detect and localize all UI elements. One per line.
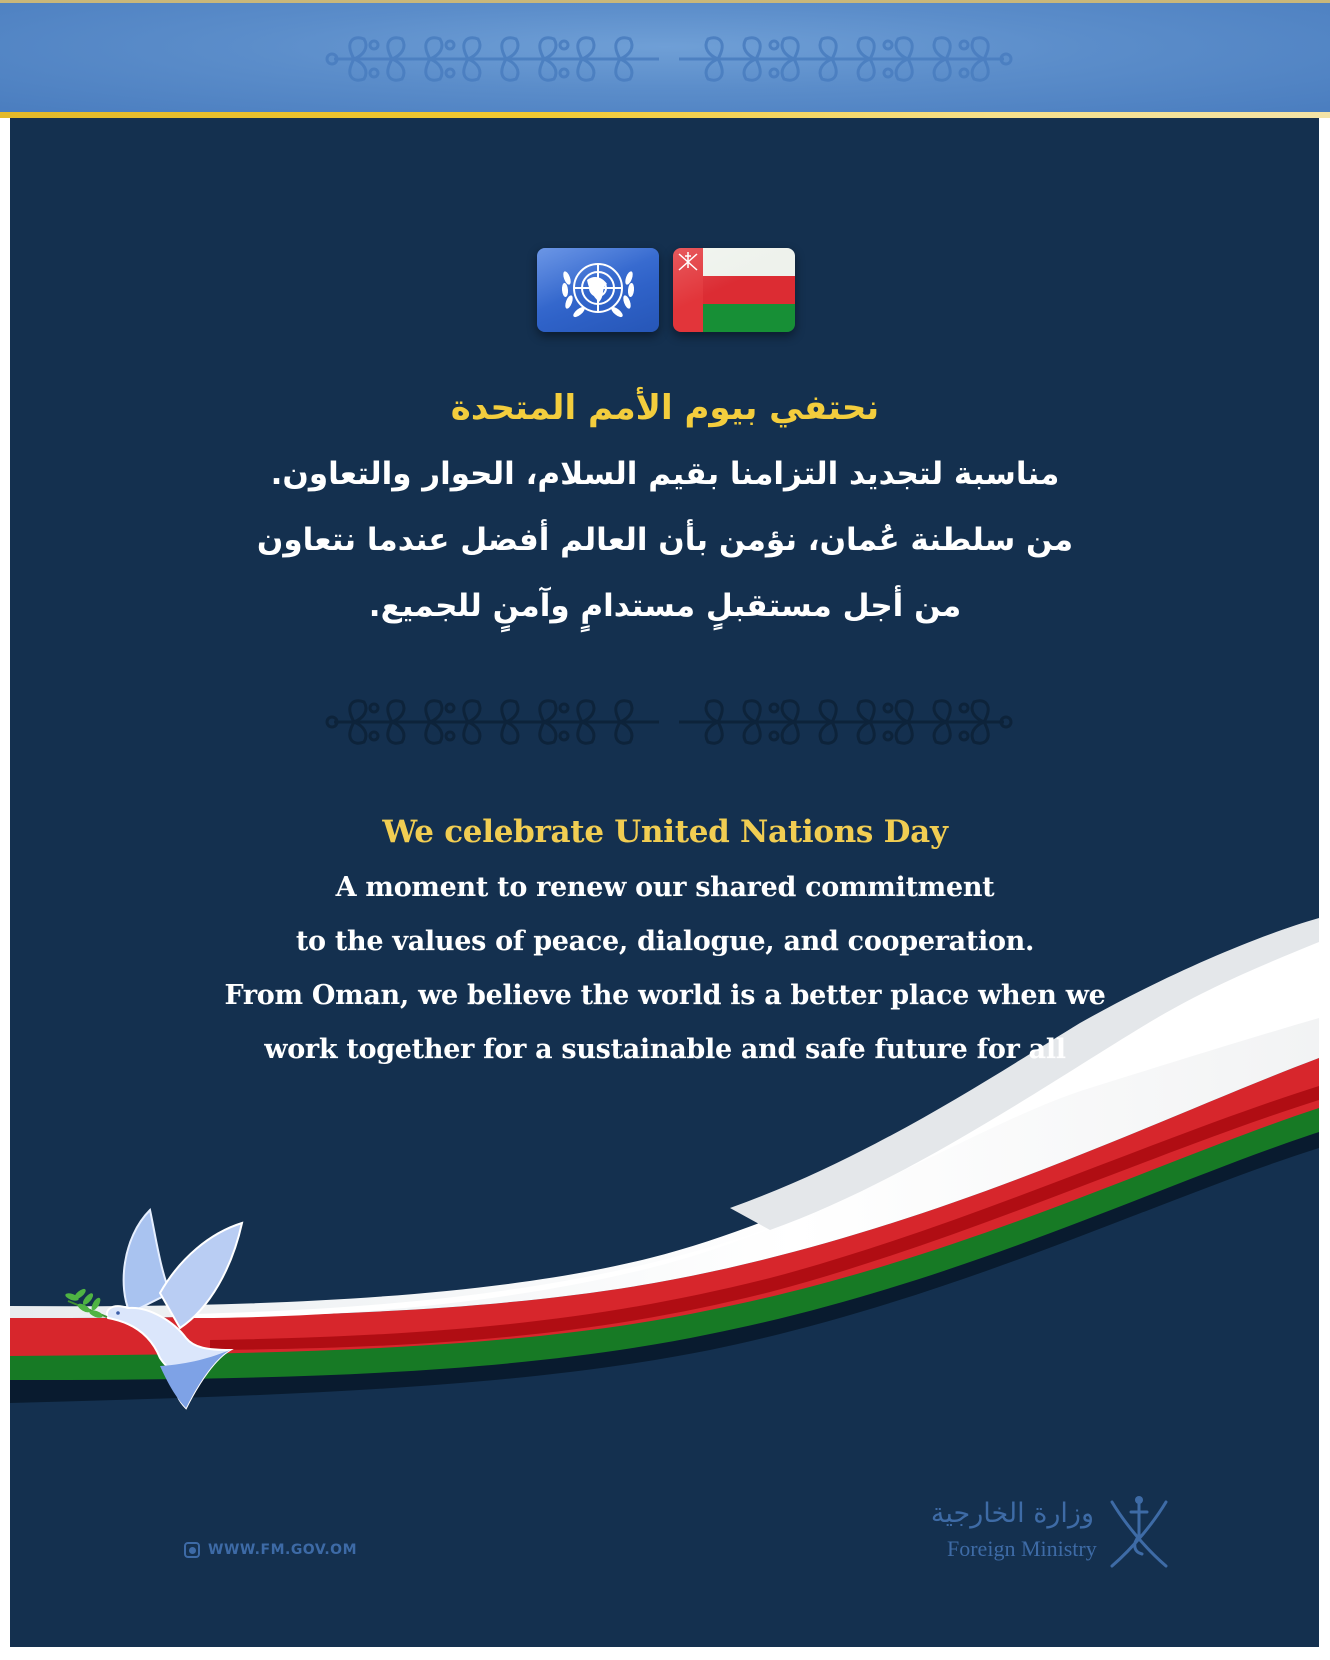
- website-text: WWW.FM.GOV.OM: [208, 1542, 358, 1558]
- globe-icon: [184, 1542, 200, 1558]
- oman-khanjar-emblem-icon: [1104, 1492, 1174, 1572]
- olive-vine-divider-icon: [324, 694, 1014, 750]
- flags-row: [527, 248, 807, 334]
- un-flag-icon: [537, 248, 659, 332]
- top-banner: [0, 0, 1330, 113]
- ministry-arabic-name: وزارة الخارجية: [930, 1498, 1094, 1529]
- olive-vine-ornament-icon: [324, 31, 1014, 87]
- oman-flag-icon: [673, 248, 795, 332]
- english-title: We celebrate United Nations Day: [382, 814, 948, 850]
- arabic-line-1: مناسبة لتجديد التزامنا بقيم السلام، الحوار والتعاون.: [270, 456, 1060, 492]
- english-line-1: A moment to renew our shared commitment: [335, 872, 995, 903]
- foreign-ministry-logo: [930, 1492, 1180, 1582]
- arabic-line-3: من أجل مستقبلٍ مستدامٍ وآمنٍ للجميع.: [368, 588, 962, 624]
- arabic-line-2: من سلطنة عُمان، نؤمن بأن العالم أفضل عندما نتعاون: [256, 522, 1074, 558]
- english-line-2: to the values of peace, dialogue, and cooperation.: [295, 926, 1035, 957]
- arabic-title: نحتفي بيوم الأمم المتحدة: [450, 388, 880, 428]
- english-line-3: From Oman, we believe the world is a better place when we: [224, 980, 1106, 1011]
- english-line-4: work together for a sustainable and safe future for all: [264, 1034, 1066, 1065]
- ministry-english-name: Foreign Ministry: [947, 1536, 1097, 1561]
- website-link[interactable]: [184, 1539, 357, 1561]
